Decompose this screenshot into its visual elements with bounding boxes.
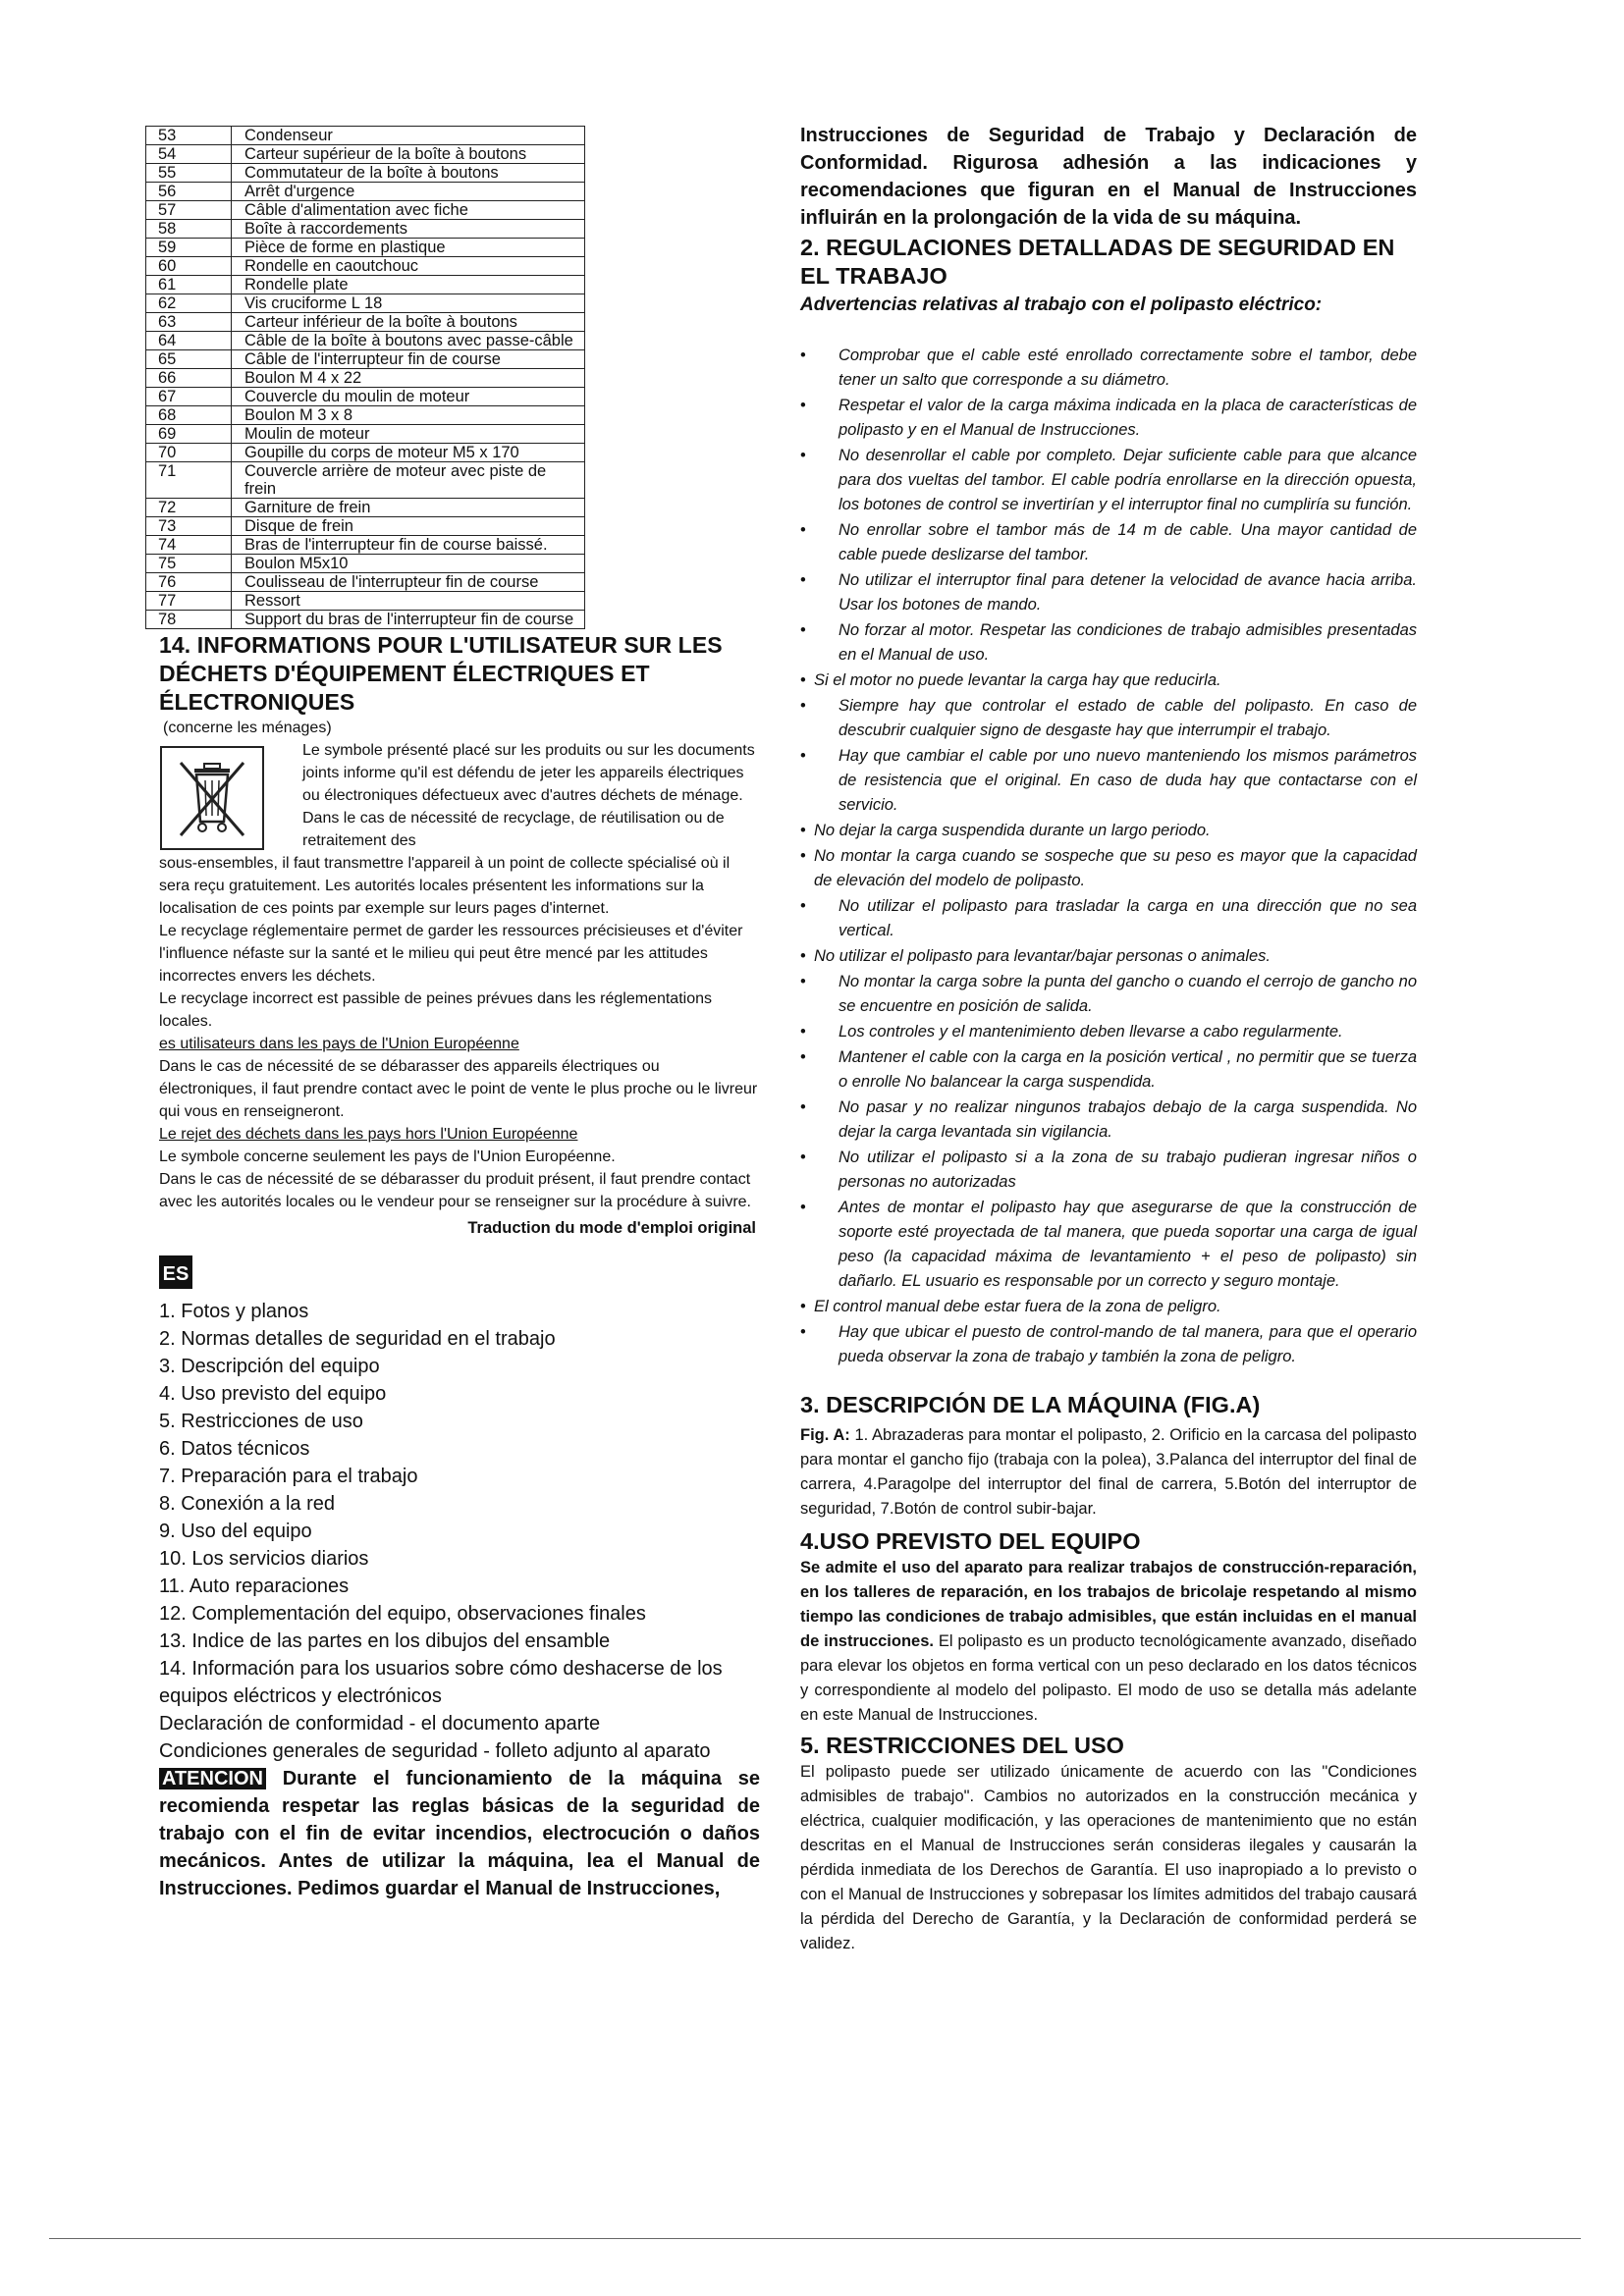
toc-item: 5. Restricciones de uso <box>159 1411 363 1432</box>
table-row <box>146 276 585 294</box>
part-number: 77 <box>146 592 232 611</box>
part-number: 62 <box>146 294 232 313</box>
toc-item: 4. Uso previsto del equipo <box>159 1383 387 1405</box>
part-description: Câble de l'interrupteur fin de course <box>232 350 585 369</box>
part-description: Rondelle plate <box>232 276 585 294</box>
part-number: 69 <box>146 425 232 444</box>
parts-table <box>145 126 585 629</box>
part-number: 54 <box>146 145 232 164</box>
weee-para-1: sous-ensembles, il faut transmettre l'appareil à un point de collecte spécialisé où il sera reçu gratuitement. Les autorités locales présentent les informations sur la localisation de ces points par exemple sur leurs pages d'internet. <box>159 855 731 917</box>
part-number: 70 <box>146 444 232 462</box>
weee-section-title: 14. INFORMATIONS POUR L'UTILISATEUR SUR LES DÉCHETS D'ÉQUIPEMENT ÉLECTRIQUES ET ÉLECTRONIQUES <box>159 632 723 715</box>
warning-item: • No dejar la carga suspendida durante un largo periodo. <box>800 819 1417 843</box>
table-row <box>146 517 585 536</box>
toc-item: 8. Conexión a la red <box>159 1493 336 1515</box>
part-number: 71 <box>146 462 232 499</box>
part-number: 65 <box>146 350 232 369</box>
weee-para-3: Le recyclage incorrect est passible de peines prévues dans les réglementations locales. <box>159 990 712 1030</box>
sec3-text <box>800 1423 1417 1522</box>
toc-item: 9. Uso del equipo <box>159 1521 312 1542</box>
table-row <box>146 573 585 592</box>
warning-item: • No montar la carga cuando se sospeche que su peso es mayor que la capacidad de elevación del modelo de polipasto. <box>800 844 1417 893</box>
table-row <box>146 611 585 629</box>
part-number: 53 <box>146 127 232 145</box>
part-description: Garniture de frein <box>232 499 585 517</box>
part-description: Goupille du corps de moteur M5 x 170 <box>232 444 585 462</box>
part-description: Couvercle du moulin de moteur <box>232 388 585 406</box>
warning-item: • No desenrollar el cable por completo. Dejar suficiente cable para que alcance para dos vueltas del tambor. El cable podría enrollarse en la dirección opuesta, los botones de control se invertirían y el interruptor final no cumpliría su función. <box>800 444 1417 517</box>
part-number: 67 <box>146 388 232 406</box>
sec3-body: 1. Abrazaderas para montar el polipasto, 2. Orificio en la carcasa del polipasto para montar el gancho fijo (trabaja con la polea), 3.Palanca del interruptor del final de carrera, 4.Paragolpe del interruptor del final de carrera, 5.Botón del interruptor de seguridad, 7.Botón de control subir-bajar. <box>800 1426 1417 1518</box>
part-number: 55 <box>146 164 232 183</box>
sec3-title: 3. DESCRIPCIÓN DE LA MÁQUINA (FIG.A) <box>800 1392 1261 1417</box>
toc-item: 6. Datos técnicos <box>159 1438 310 1460</box>
warning-item: • No enrollar sobre el tambor más de 14 m de cable. Una mayor cantidad de cable puede deslizarse del tambor. <box>800 518 1417 567</box>
weee-concerne: (concerne les ménages) <box>163 720 332 736</box>
part-description: Boulon M5x10 <box>232 555 585 573</box>
part-number: 66 <box>146 369 232 388</box>
part-description: Pièce de forme en plastique <box>232 239 585 257</box>
sec4-body: El polipasto es un producto tecnológicamente avanzado, diseñado para elevar los objetos en forma vertical con un peso declarado en los datos técnicos y correspondiente al modelo del polipasto. El modo de uso se detalla más adelante en este Manual de Instrucciones. <box>800 1632 1417 1724</box>
toc-item: 1. Fotos y planos <box>159 1301 309 1322</box>
weee-non-eu-heading: Le rejet des déchets dans les pays hors l'Union Européenne <box>159 1126 578 1143</box>
sec2-title: 2. REGULACIONES DETALLADAS DE SEGURIDAD EN EL TRABAJO <box>800 235 1395 289</box>
warning-item: • Los controles y el mantenimiento deben llevarse a cabo regularmente. <box>800 1020 1417 1044</box>
table-row <box>146 462 585 499</box>
table-row <box>146 127 585 145</box>
atencion-text: Durante el funcionamiento de la máquina se recomienda respetar las reglas básicas de la seguridad de trabajo con el fin de evitar incendios, electrocución o daños mecánicos. Antes de utilizar la máquina, lea el Manual de Instrucciones. Pedimos guardar el Manual de Instrucciones, <box>159 1768 760 1899</box>
toc-item: 7. Preparación para el trabajo <box>159 1466 418 1487</box>
sec2-subtitle: Advertencias relativas al trabajo con el polipasto eléctrico: <box>800 294 1323 315</box>
part-description: Condenseur <box>232 127 585 145</box>
table-row <box>146 499 585 517</box>
es-language-icon <box>159 1255 192 1294</box>
toc-item: 13. Indice de las partes en los dibujos del ensamble <box>159 1630 611 1652</box>
part-number: 58 <box>146 220 232 239</box>
part-number: 56 <box>146 183 232 201</box>
warning-item: • Antes de montar el polipasto hay que asegurarse de que la construcción de soporte esté proyectada de tal manera, que pueda soportar una carga de igual peso (la capacidad máxima de levantamiento + el peso de polipasto) sin dañarlo. EL usuario es responsable por un correcto y seguro montaje. <box>800 1196 1417 1294</box>
part-number: 75 <box>146 555 232 573</box>
table-row <box>146 145 585 164</box>
warning-item: • No utilizar el polipasto si a la zona de su trabajo pudieran ingresar niños o personas no autorizadas <box>800 1146 1417 1195</box>
sec4-bold: Se admite el uso del aparato para realizar trabajos de construcción-reparación, en los talleres de reparación, en los trabajos de bricolaje respetando al mismo tiempo las condiciones de trabajo admisibles, que están incluidas en el manual de instrucciones. <box>800 1559 1417 1650</box>
table-row <box>146 369 585 388</box>
part-description: Couvercle arrière de moteur avec piste de frein <box>232 462 585 499</box>
toc-item: 12. Complementación del equipo, observaciones finales <box>159 1603 646 1625</box>
part-number: 57 <box>146 201 232 220</box>
table-row <box>146 536 585 555</box>
part-number: 74 <box>146 536 232 555</box>
part-number: 63 <box>146 313 232 332</box>
warnings-list <box>800 344 1417 1369</box>
warning-item: • Respetar el valor de la carga máxima indicada en la placa de características de polipasto y en el Manual de Instrucciones. <box>800 394 1417 443</box>
atencion-badge: ATENCION <box>159 1768 266 1789</box>
toc-item: 10. Los servicios diarios <box>159 1548 369 1570</box>
part-description: Arrêt d'urgence <box>232 183 585 201</box>
table-row <box>146 444 585 462</box>
warning-item: • No pasar y no realizar ningunos trabajos debajo de la carga suspendida. No dejar la carga levantada sin vigilancia. <box>800 1095 1417 1145</box>
part-description: Câble d'alimentation avec fiche <box>232 201 585 220</box>
sec5-title: 5. RESTRICCIONES DEL USO <box>800 1733 1124 1758</box>
part-description: Support du bras de l'interrupteur fin de course <box>232 611 585 629</box>
part-description: Carteur supérieur de la boîte à boutons <box>232 145 585 164</box>
part-description: Boîte à raccordements <box>232 220 585 239</box>
part-number: 64 <box>146 332 232 350</box>
table-row <box>146 294 585 313</box>
left-column <box>159 126 760 1902</box>
part-description: Ressort <box>232 592 585 611</box>
weee-intro-text: Le symbole présenté placé sur les produits ou sur les documents joints informe qu'il est défendu de jeter les appareils électriques ou électroniques défectueux avec d'autres déchets de ménage. Dans le cas de nécessité de recyclage, de réutilisation ou de retraitement des <box>302 742 755 849</box>
sec4-title: 4.USO PREVISTO DEL EQUIPO <box>800 1528 1141 1554</box>
sec5-text: El polipasto puede ser utilizado únicamente de acuerdo con las "Condiciones admisibles de trabajo". Cambios no autorizados en la construcción mecánica y eléctrica, cualquier modificación, y las operaciones de mantenimiento que no están descritas en el Manual de Instrucciones serán consideras ilegales y causarán la pérdida inmediata de los Derechos de Garantía. El uso inapropiado a lo previsto o con el Manual de Instrucciones y sobrepasar los límites admitidos del trabajo causará la pérdida del Derecho de Garantía, y la Declaración de conformidad perderá se validez. <box>800 1763 1417 1952</box>
right-column <box>800 122 1417 1956</box>
part-description: Vis cruciforme L 18 <box>232 294 585 313</box>
warning-item: • No utilizar el polipasto para trasladar la carga en una dirección que no sea vertical. <box>800 894 1417 943</box>
part-number: 76 <box>146 573 232 592</box>
toc-item: Condiciones generales de seguridad - folleto adjunto al aparato <box>159 1740 711 1762</box>
table-row <box>146 388 585 406</box>
part-description: Coulisseau de l'interrupteur fin de course <box>232 573 585 592</box>
table-row <box>146 592 585 611</box>
weee-bin-icon <box>159 745 265 851</box>
part-number: 72 <box>146 499 232 517</box>
weee-eu-heading: es utilisateurs dans les pays de l'Union Européenne <box>159 1036 519 1052</box>
warning-item: • Hay que ubicar el puesto de control-mando de tal manera, para que el operario pueda observar la zona de trabajo y también la zona de peligro. <box>800 1320 1417 1369</box>
part-description: Boulon M 3 x 8 <box>232 406 585 425</box>
weee-para-6: Dans le cas de nécessité de se débarasser du produit présent, il faut prendre contact avec les autorités locales ou le vendeur pour se renseigner sur la procédure à suivre. <box>159 1171 751 1210</box>
table-row <box>146 257 585 276</box>
part-number: 59 <box>146 239 232 257</box>
warning-item: • Hay que cambiar el cable por uno nuevo manteniendo los mismos parámetros de resistencia que el original. En caso de duda hay que contactarse con el servicio. <box>800 744 1417 818</box>
table-of-contents <box>159 1298 760 1765</box>
toc-item: 14. Información para los usuarios sobre cómo deshacerse de los equipos eléctricos y electrónicos <box>159 1658 723 1707</box>
weee-para-5: Le symbole concerne seulement les pays de l'Union Européenne. <box>159 1148 616 1165</box>
part-description: Bras de l'interrupteur fin de course baissé. <box>232 536 585 555</box>
warning-item: • El control manual debe estar fuera de la zona de peligro. <box>800 1295 1417 1319</box>
warning-item: • No utilizar el interruptor final para detener la velocidad de avance hacia arriba. Usar los botones de mando. <box>800 568 1417 617</box>
part-description: Carteur inférieur de la boîte à boutons <box>232 313 585 332</box>
table-row <box>146 220 585 239</box>
warning-item: • Siempre hay que controlar el estado de cable del polipasto. En caso de descubrir cualquier signo de desgaste hay que interrumpir el trabajo. <box>800 694 1417 743</box>
table-row <box>146 201 585 220</box>
warning-item: • No forzar al motor. Respetar las condiciones de trabajo admisibles presentadas en el Manual de uso. <box>800 618 1417 667</box>
part-number: 68 <box>146 406 232 425</box>
weee-block <box>159 739 760 852</box>
footer-divider <box>49 2238 1581 2239</box>
atencion-paragraph <box>159 1765 760 1902</box>
part-description: Rondelle en caoutchouc <box>232 257 585 276</box>
sec4-text <box>800 1556 1417 1728</box>
es-badge-label: ES <box>162 1263 189 1285</box>
toc-item: Declaración de conformidad - el documento aparte <box>159 1713 601 1735</box>
part-description: Disque de frein <box>232 517 585 536</box>
part-description: Boulon M 4 x 22 <box>232 369 585 388</box>
translation-note: Traduction du mode d'emploi original <box>467 1219 756 1237</box>
part-number: 73 <box>146 517 232 536</box>
part-number: 61 <box>146 276 232 294</box>
table-row <box>146 183 585 201</box>
warning-item: • Comprobar que el cable esté enrollado correctamente sobre el tambor, debe tener un salto que corresponde a su diámetro. <box>800 344 1417 393</box>
table-row <box>146 239 585 257</box>
intro-paragraph: Instrucciones de Seguridad de Trabajo y Declaración de Conformidad. Rigurosa adhesión a las indicaciones y recomendaciones que figuran en el Manual de Instrucciones influirán en la prolongación de la vida de su máquina. <box>800 125 1417 229</box>
warning-item: • Mantener el cable con la carga en la posición vertical , no permitir que se tuerza o enrolle No balancear la carga suspendida. <box>800 1045 1417 1095</box>
toc-item: 2. Normas detalles de seguridad en el trabajo <box>159 1328 556 1350</box>
part-description: Moulin de moteur <box>232 425 585 444</box>
weee-para-2: Le recyclage réglementaire permet de garder les ressources précisieuses et d'éviter l'influence néfaste sur la santé et le milieu qui peut être mencé par les attitudes incorrectes envers les déchets. <box>159 923 743 985</box>
table-row <box>146 350 585 369</box>
weee-para-4: Dans le cas de nécessité de se débarasser des appareils électriques ou électroniques, il faut prendre contact avec le point de vente le plus proche ou le livreur qui vous en renseigneront. <box>159 1058 758 1120</box>
table-row <box>146 164 585 183</box>
part-number: 60 <box>146 257 232 276</box>
warning-item: • Si el motor no puede levantar la carga hay que reducirla. <box>800 668 1417 693</box>
toc-item: 11. Auto reparaciones <box>159 1575 350 1597</box>
toc-item: 3. Descripción del equipo <box>159 1356 380 1377</box>
warning-item: • No utilizar el polipasto para levantar/bajar personas o animales. <box>800 944 1417 969</box>
table-row <box>146 555 585 573</box>
table-row <box>146 406 585 425</box>
table-row <box>146 425 585 444</box>
table-row <box>146 332 585 350</box>
table-row <box>146 313 585 332</box>
warning-item: • No montar la carga sobre la punta del gancho o cuando el cerrojo de gancho no se encuentre en posición de salida. <box>800 970 1417 1019</box>
part-description: Commutateur de la boîte à boutons <box>232 164 585 183</box>
part-description: Câble de la boîte à boutons avec passe-câble <box>232 332 585 350</box>
part-number: 78 <box>146 611 232 629</box>
sec3-label: Fig. A: <box>800 1426 850 1444</box>
